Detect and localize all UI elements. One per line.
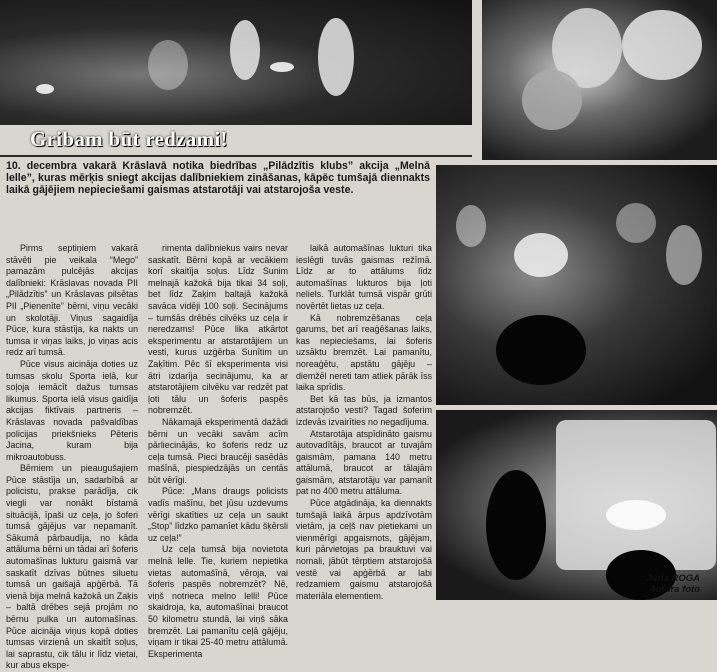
text-column-1 <box>6 243 138 672</box>
photo-night-street <box>0 0 472 125</box>
paragraph: Uz ceļa tumsā bija novietota melnā lelle. Tie, kuriem nepietika vietas automašīnā, vēroja, vai šoferis paspēs nobremzēt? Nē, viņš notrieca melno lelli! Pūce skaidroja, ka, automašīnai braucot 50 kilometru stundā, lai viņš sāka bremzēt. Lai pamanītu ceļā gājēju, viņam ir tikai 25-40 metru attālumā. Eksperimenta <box>148 544 288 659</box>
paragraph: laikā automašīnas lukturi tika ieslēgti tuvās gaismas režīmā. Līdz ar to attālums līdz automašīnas lukturos bija ļoti neliels. Turklāt tumsā vispār grūti novērtēt lietas uz ceļa. <box>296 243 432 311</box>
paragraph: Nākamajā eksperimentā dažādi bērni un vecāki savām acīm pārliecinājās, ko šoferis redz uz ceļa tumsā. Pieci braucēji sasēdās mašīnā, piespiedzājās un centās būt vērīgi. <box>148 416 288 485</box>
paragraph: Pirms septiņiem vakarā stāvēti pie veikala “Mego” pamazām pulcējās akcijas dalībnieki: Krāslavas novada PII „Pilādzītis” un Krāslavas pilsētas PII „Pienenīte” bērni, viņu vecāki un skolotāji. Viņus sagaidīja Pūce, kura stāstīja, ka nakts un tumsa ir viņas laiks, jo viņas acis redz arī tumsā. <box>6 243 138 358</box>
author-name: Juris ROGA <box>646 573 700 584</box>
photo-source: Autora foto <box>648 584 700 595</box>
paragraph: Pūce visus aicināja doties uz tumsas skolu Sporta ielā, kur soļoja iemācīt dažus tumsas likumus. Sporta ielā visus gaidīja akcijas fiktīvais partneris – Krāslavas novada pašvaldības policijas priekšnieks Pēteris Jacina, kuram bija mikroautobuss. <box>6 358 138 462</box>
paragraph: rimenta dalībniekus vairs nevar saskatīt. Bērni kopā ar vecākiem korī skaitīja soļus. Līdz Sunim melnajā kažokā bija tikai 34 soļi, bet līdz Zaķim baltajā kažokā savāca vidēji 100 soļi. Secinājums – tumšās drēbēs cilvēks uz ceļa ir neredzams! Pūce lika atkārtot eksperimentu ar atstarotājiem un vesti, kurus uzģērba Sunītim un Zaķītim. Pēc šī eksperimenta visi ātri izdarīja secinājumu, ka ar atstarotājiem cilvēku var redzēt pat ļoti tālu un šoferis paspēs nobremzēt. <box>148 243 288 416</box>
paragraph: Bērniem un pieaugušajiem Pūce stāstīja un, sadarbībā ar policistu, prakse parādīja, cik viegli var nonākt bīstamā situācijā, īpaši uz ceļa, jo šoferi tumsā gājējus var nepamanīt. Sākumā pārbaudīja, no kāda attāluma bērni un tādai arī šoferis automašīnas lukturu gaismā var saskatīt dzīvas būtnes siluetu tumsā un gaišajā apģērbā. Tā vienā bija melnā kažokā un Zaķis – baltā drēbes sejā projām no bērnu pulka un automašīnas. Pūce aicināja viņus kopā doties tumsas virzienā un skaitīt soļus, lai saprastu, cik tālu ir līdz vietai, kur abus ekspe- <box>6 463 138 671</box>
paragraph: Pūce: „Mans draugs policists vadīs mašīnu, bet jūsu uzdevums vērīgi skatīties uz ceļa un saukt „Stop” līdzko pamanīet kādu šķērsli uz ceļa!” <box>148 486 288 543</box>
photo-owl-costume <box>482 0 717 160</box>
paragraph: Pūce atgādināja, ka diennakts tumšajā laikā ārpus apdzīvotām vietām, ja ceļš nav pietiekami un vienmērīgi apgaismots, gājējam, kuri pārvietojas pa brauktuvi vai nomali, jābūt tērptiem atstarojošā vestē vai apģērbā ar labi redzamiem gaismu atstarojošā materiāla elementiem. <box>296 498 432 601</box>
paragraph: Atstarotāja atspīdināto gaismu autovadītājs, braucot ar tuvajām gaismām, pamana 140 metru attālumā, braucot ar tālajām gaismām, atstarotāju var pamanīt pat no 400 metru attāluma. <box>296 428 432 497</box>
photo-car-headlights <box>436 410 717 600</box>
article-headline: Gribam būt redzami! <box>30 127 228 151</box>
divider <box>0 155 472 157</box>
paragraph: Kā nobremzēšanas ceļa garums, bet arī reaģēšanas laiks, kas nepieciešams, lai šoferis uzsāktu bremzēt. Lai pamanītu, noreaģētu, apstātu gājēju – diemžēl nereti tam atliek pārāk īss laika sprīdis. <box>296 312 432 393</box>
text-column-2 <box>148 243 288 660</box>
paragraph: Bet kā tas būs, ja izmantos atstarojošo vesti? Tagad šoferim izdevās izvairīties no negadījuma. <box>296 393 432 427</box>
photo-credit <box>560 573 700 595</box>
photo-children-vest <box>436 165 717 405</box>
article-lead: 10. decembra vakarā Krāslavā notika biedrības „Pilādzītis klubs” akcija „Melnā lelle”, kuras mērķis sniegt akcijas dalībniekiem zināšanas, kāpēc tumšajā diennakts laikā gājējiem nepieciešami gaismas atstarotāji vai atstarojoša veste. <box>6 160 430 197</box>
text-column-3 <box>296 243 432 602</box>
